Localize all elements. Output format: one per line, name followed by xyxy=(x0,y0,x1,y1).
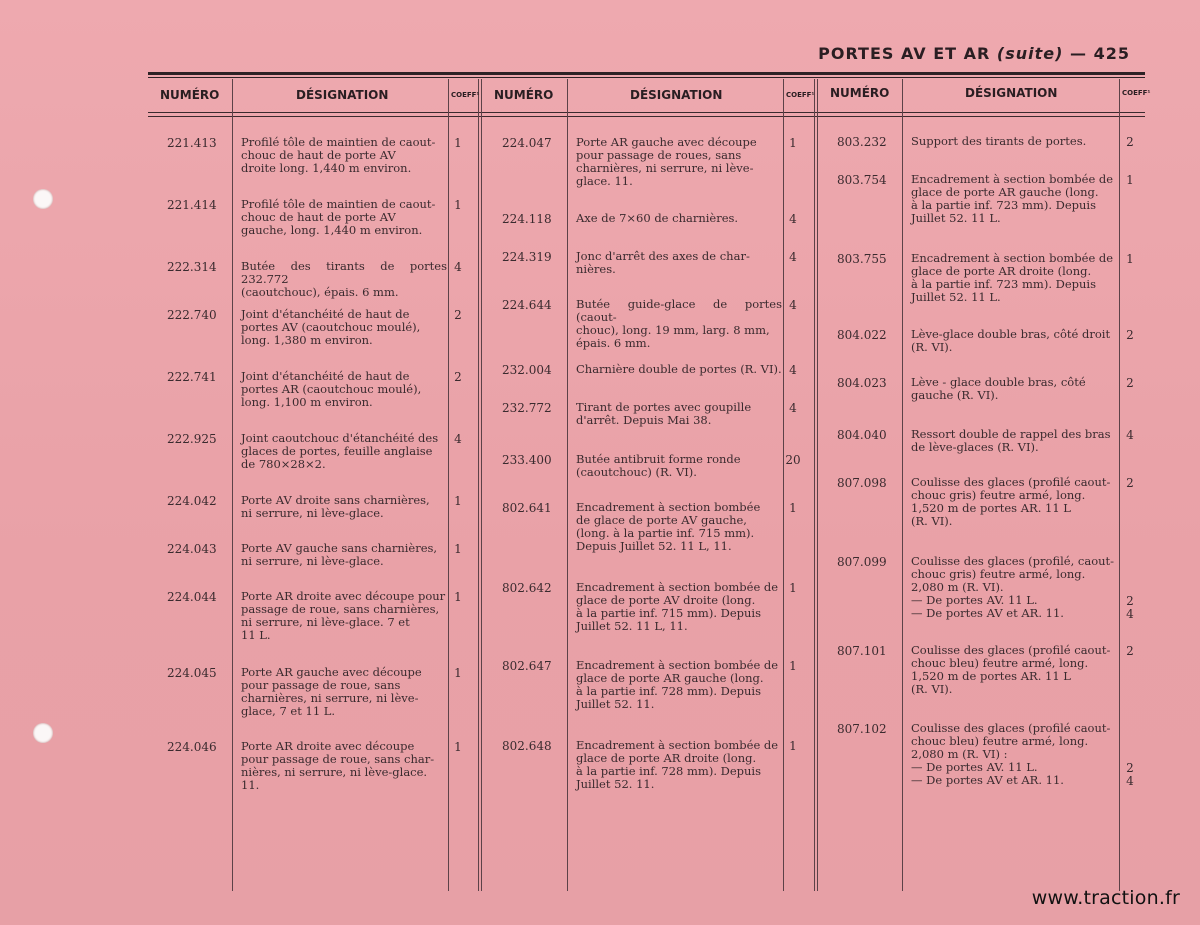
designation-line: (R. VI). xyxy=(911,514,953,528)
part-designation xyxy=(576,501,782,553)
designation-line: Encadrement à section bombée de xyxy=(576,580,779,594)
part-coeff: 4 xyxy=(789,250,797,264)
part-coeff: 4 xyxy=(454,432,462,446)
designation-line: chouc gris) feutre armé, long. xyxy=(911,488,1086,502)
designation-line: charnières, ni serrure, ni lève- xyxy=(241,691,419,705)
part-designation xyxy=(911,328,1118,354)
part-number: 802.647 xyxy=(502,659,552,673)
designation-line: à la partie inf. 715 mm). Depuis xyxy=(576,606,762,620)
part-number: 224.043 xyxy=(167,542,217,556)
designation-line: Encadrement à section bombée de xyxy=(911,172,1114,186)
designation-line: nières. xyxy=(576,262,616,276)
part-designation xyxy=(241,432,447,471)
part-number: 807.098 xyxy=(837,476,887,490)
designation-line: Joint d'étanchéité de haut de xyxy=(241,369,410,383)
column-divider xyxy=(902,79,903,891)
part-designation xyxy=(241,666,447,718)
part-number: 224.042 xyxy=(167,494,217,508)
designation-line: glaces de portes, feuille anglaise xyxy=(241,444,433,458)
part-coeff: 1 xyxy=(1126,252,1134,266)
designation-line: chouc bleu) feutre armé, long. xyxy=(911,734,1089,748)
part-number: 803.755 xyxy=(837,252,887,266)
header-rule xyxy=(148,72,1145,75)
header-designation: DÉSIGNATION xyxy=(630,88,723,102)
column-divider xyxy=(814,79,815,891)
part-coeff: 1 xyxy=(789,136,797,150)
part-coeff: 2 xyxy=(454,370,462,384)
part-designation xyxy=(576,250,782,276)
table-header-rule xyxy=(148,112,1145,113)
part-designation xyxy=(911,252,1118,304)
part-designation xyxy=(911,135,1118,148)
part-designation xyxy=(241,542,447,568)
part-number: 804.023 xyxy=(837,376,887,390)
part-designation xyxy=(911,555,1118,620)
part-designation xyxy=(576,212,782,225)
part-coeff: 2 xyxy=(1126,476,1134,490)
designation-line: 2,080 m (R. VI). xyxy=(911,580,1004,594)
part-coeff: 2 xyxy=(1126,135,1134,149)
part-number: 222.314 xyxy=(167,260,217,274)
part-number: 804.022 xyxy=(837,328,887,342)
part-number: 232.772 xyxy=(502,401,552,415)
part-coeff: 2 xyxy=(1126,761,1134,775)
designation-line: Ressort double de rappel des bras xyxy=(911,427,1111,441)
designation-line: Juillet 52. 11 L, 11. xyxy=(576,619,688,633)
designation-line: Joint d'étanchéité de haut de xyxy=(241,307,410,321)
watermark: www.traction.fr xyxy=(1031,887,1180,909)
designation-line: à la partie inf. 723 mm). Depuis xyxy=(911,198,1097,212)
designation-line: Porte AV droite sans charnières, xyxy=(241,493,430,507)
header-numero: NUMÉRO xyxy=(494,88,554,102)
designation-line: ni serrure, ni lève-glace. 7 et xyxy=(241,615,410,629)
part-coeff: 4 xyxy=(789,401,797,415)
header-numero: NUMÉRO xyxy=(830,86,890,100)
designation-line: nières, ni serrure, ni lève-glace. xyxy=(241,765,428,779)
part-coeff: 1 xyxy=(454,494,462,508)
part-number: 802.641 xyxy=(502,501,552,515)
designation-line: Porte AR droite avec découpe xyxy=(241,739,415,753)
part-coeff: 20 xyxy=(785,453,801,467)
part-coeff: 2 xyxy=(1126,328,1134,342)
designation-line: Coulisse des glaces (profilé caout- xyxy=(911,643,1111,657)
designation-line: long. 1,100 m environ. xyxy=(241,395,373,409)
designation-line: (caoutchouc), épais. 6 mm. xyxy=(241,285,399,299)
part-designation xyxy=(911,476,1118,528)
part-designation xyxy=(576,298,782,350)
page-title xyxy=(818,44,1130,63)
part-designation xyxy=(241,740,447,792)
part-number: 224.118 xyxy=(502,212,552,226)
part-number: 807.099 xyxy=(837,555,887,569)
part-number: 802.648 xyxy=(502,739,552,753)
binder-hole xyxy=(33,723,53,743)
binder-hole xyxy=(33,189,53,209)
part-designation xyxy=(576,136,782,188)
designation-line: Tirant de portes avec goupille xyxy=(576,400,752,414)
designation-line: 11. xyxy=(241,778,260,792)
part-designation xyxy=(241,590,447,642)
part-coeff: 4 xyxy=(1126,607,1134,621)
part-coeff: 4 xyxy=(789,363,797,377)
part-number: 222.925 xyxy=(167,432,217,446)
header-designation: DÉSIGNATION xyxy=(296,88,389,102)
part-designation xyxy=(241,370,447,409)
designation-line: de lève-glaces (R. VI). xyxy=(911,440,1039,454)
part-coeff: 2 xyxy=(454,308,462,322)
part-coeff: 1 xyxy=(454,542,462,556)
column-divider xyxy=(783,79,784,891)
designation-line: Profilé tôle de maintien de caout- xyxy=(241,135,436,149)
part-number: 222.740 xyxy=(167,308,217,322)
part-designation xyxy=(241,260,447,299)
part-designation xyxy=(576,739,782,791)
header-rule-thin xyxy=(148,77,1145,78)
header-designation: DÉSIGNATION xyxy=(965,86,1058,100)
designation-line: Porte AR gauche avec découpe xyxy=(241,665,422,679)
part-number: 807.102 xyxy=(837,722,887,736)
part-coeff: 4 xyxy=(1126,428,1134,442)
designation-line: pour passage de roues, sans xyxy=(576,148,742,162)
part-coeff: 2 xyxy=(1126,594,1134,608)
part-number: 224.046 xyxy=(167,740,217,754)
designation-line: épais. 6 mm. xyxy=(576,336,651,350)
part-designation xyxy=(911,376,1118,402)
part-number: 803.232 xyxy=(837,135,887,149)
part-number: 224.319 xyxy=(502,250,552,264)
designation-line: Porte AV gauche sans charnières, xyxy=(241,541,438,555)
column-divider xyxy=(567,79,568,891)
designation-line: Porte AR gauche avec découpe xyxy=(576,135,757,149)
part-coeff: 1 xyxy=(454,590,462,604)
designation-line: (R. VI). xyxy=(911,340,953,354)
designation-line: Coulisse des glaces (profilé caout- xyxy=(911,475,1111,489)
designation-line: Encadrement à section bombée xyxy=(576,500,761,514)
designation-line: — De portes AV et AR. 11. xyxy=(911,773,1064,787)
designation-line: Juillet 52. 11. xyxy=(576,697,655,711)
designation-line: glace de porte AR gauche (long. xyxy=(911,185,1099,199)
part-coeff: 1 xyxy=(789,659,797,673)
designation-line: chouc de haut de porte AV xyxy=(241,210,396,224)
part-number: 224.047 xyxy=(502,136,552,150)
part-number: 224.044 xyxy=(167,590,217,604)
part-designation xyxy=(911,722,1118,787)
part-designation xyxy=(576,453,782,479)
designation-line: glace. 11. xyxy=(576,174,633,188)
designation-line: portes AR (caoutchouc moulé), xyxy=(241,382,422,396)
designation-line: Support des tirants de portes. xyxy=(911,134,1087,148)
designation-line: glace de porte AV droite (long. xyxy=(576,593,756,607)
designation-line: — De portes AV. 11 L. xyxy=(911,593,1038,607)
designation-line: Charnière double de portes (R. VI). xyxy=(576,362,782,376)
part-coeff: 1 xyxy=(454,666,462,680)
designation-line: charnières, ni serrure, ni lève- xyxy=(576,161,754,175)
designation-line: Butée guide-glace de portes (caout- xyxy=(576,297,782,324)
part-designation xyxy=(576,363,782,376)
part-number: 221.413 xyxy=(167,136,217,150)
designation-line: Jonc d'arrêt des axes de char- xyxy=(576,249,750,263)
part-designation xyxy=(576,581,782,633)
part-number: 803.754 xyxy=(837,173,887,187)
title-text: PORTES AV ET AR xyxy=(818,44,991,63)
designation-line: Lève - glace double bras, côté xyxy=(911,375,1086,389)
designation-line: Profilé tôle de maintien de caout- xyxy=(241,197,436,211)
designation-line: Axe de 7×60 de charnières. xyxy=(576,211,739,225)
part-number: 221.414 xyxy=(167,198,217,212)
designation-line: à la partie inf. 728 mm). Depuis xyxy=(576,764,762,778)
designation-line: glace, 7 et 11 L. xyxy=(241,704,336,718)
designation-line: chouc bleu) feutre armé, long. xyxy=(911,656,1089,670)
designation-line: de glace de porte AV gauche, xyxy=(576,513,747,527)
designation-line: glace de porte AR gauche (long. xyxy=(576,671,764,685)
part-designation xyxy=(241,308,447,347)
designation-line: long. 1,380 m environ. xyxy=(241,333,373,347)
designation-line: Coulisse des glaces (profilé, caout- xyxy=(911,554,1115,568)
designation-line: gauche (R. VI). xyxy=(911,388,999,402)
part-designation xyxy=(241,198,447,237)
designation-line: — De portes AV et AR. 11. xyxy=(911,606,1064,620)
designation-line: à la partie inf. 723 mm). Depuis xyxy=(911,277,1097,291)
designation-line: Encadrement à section bombée de xyxy=(911,251,1114,265)
part-designation xyxy=(241,136,447,175)
column-divider xyxy=(478,79,479,891)
designation-line: (caoutchouc) (R. VI). xyxy=(576,465,697,479)
designation-line: chouc de haut de porte AV xyxy=(241,148,396,162)
designation-line: 11 L. xyxy=(241,628,271,642)
part-coeff: 1 xyxy=(789,739,797,753)
part-designation xyxy=(576,659,782,711)
part-coeff: 1 xyxy=(454,136,462,150)
designation-line: passage de roue, sans charnières, xyxy=(241,602,440,616)
header-coeff: COEFF¹ xyxy=(786,91,815,99)
part-number: 233.400 xyxy=(502,453,552,467)
designation-line: Juillet 52. 11. xyxy=(576,777,655,791)
part-designation xyxy=(911,428,1118,454)
designation-line: glace de porte AR droite (long. xyxy=(911,264,1092,278)
designation-line: (R. VI). xyxy=(911,682,953,696)
part-designation xyxy=(911,644,1118,696)
part-coeff: 2 xyxy=(1126,644,1134,658)
part-designation xyxy=(576,401,782,427)
part-coeff: 1 xyxy=(454,198,462,212)
part-number: 232.004 xyxy=(502,363,552,377)
designation-line: Lève-glace double bras, côté droit xyxy=(911,327,1111,341)
part-number: 804.040 xyxy=(837,428,887,442)
part-coeff: 1 xyxy=(789,581,797,595)
designation-line: — De portes AV. 11 L. xyxy=(911,760,1038,774)
header-coeff: COEFF¹ xyxy=(1122,89,1151,97)
designation-line: chouc), long. 19 mm, larg. 8 mm, xyxy=(576,323,770,337)
designation-line: Porte AR droite avec découpe pour xyxy=(241,589,446,603)
designation-line: ni serrure, ni lève-glace. xyxy=(241,554,384,568)
part-designation xyxy=(911,173,1118,225)
designation-line: portes AV (caoutchouc moulé), xyxy=(241,320,421,334)
designation-line: 2,080 m (R. VI) : xyxy=(911,747,1008,761)
part-coeff: 1 xyxy=(789,501,797,515)
column-divider xyxy=(817,79,818,891)
designation-line: Encadrement à section bombée de xyxy=(576,738,779,752)
designation-line: d'arrêt. Depuis Mai 38. xyxy=(576,413,712,427)
designation-line: Butée des tirants de portes 232.772 xyxy=(241,259,447,286)
designation-line: chouc gris) feutre armé, long. xyxy=(911,567,1086,581)
part-number: 807.101 xyxy=(837,644,887,658)
header-numero: NUMÉRO xyxy=(160,88,220,102)
designation-line: gauche, long. 1,440 m environ. xyxy=(241,223,423,237)
designation-line: de 780×28×2. xyxy=(241,457,326,471)
designation-line: Juillet 52. 11 L. xyxy=(911,211,1001,225)
designation-line: glace de porte AR droite (long. xyxy=(576,751,757,765)
column-divider xyxy=(232,79,233,891)
part-coeff: 1 xyxy=(1126,173,1134,187)
designation-line: 1,520 m de portes AR. 11 L xyxy=(911,501,1071,515)
designation-line: pour passage de roue, sans xyxy=(241,678,401,692)
part-number: 224.644 xyxy=(502,298,552,312)
part-designation xyxy=(241,494,447,520)
part-coeff: 4 xyxy=(454,260,462,274)
part-coeff: 2 xyxy=(1126,376,1134,390)
table-header-rule-2 xyxy=(148,116,1145,117)
part-coeff: 4 xyxy=(789,298,797,312)
designation-line: à la partie inf. 728 mm). Depuis xyxy=(576,684,762,698)
part-coeff: 4 xyxy=(1126,774,1134,788)
designation-line: Encadrement à section bombée de xyxy=(576,658,779,672)
column-divider xyxy=(481,79,482,891)
part-coeff: 1 xyxy=(454,740,462,754)
part-number: 224.045 xyxy=(167,666,217,680)
designation-line: (long. à la partie inf. 715 mm). xyxy=(576,526,755,540)
designation-line: Juillet 52. 11 L. xyxy=(911,290,1001,304)
title-suite: (suite) xyxy=(996,44,1064,63)
designation-line: Joint caoutchouc d'étanchéité des xyxy=(241,431,439,445)
part-number: 222.741 xyxy=(167,370,217,384)
part-number: 802.642 xyxy=(502,581,552,595)
designation-line: Coulisse des glaces (profilé caout- xyxy=(911,721,1111,735)
designation-line: Butée antibruit forme ronde xyxy=(576,452,741,466)
designation-line: Depuis Juillet 52. 11 L, 11. xyxy=(576,539,732,553)
designation-line: droite long. 1,440 m environ. xyxy=(241,161,412,175)
page-number: — 425 xyxy=(1070,44,1130,63)
designation-line: pour passage de roue, sans char- xyxy=(241,752,435,766)
designation-line: 1,520 m de portes AR. 11 L xyxy=(911,669,1071,683)
part-coeff: 4 xyxy=(789,212,797,226)
header-coeff: COEFF¹ xyxy=(451,91,480,99)
designation-line: ni serrure, ni lève-glace. xyxy=(241,506,384,520)
